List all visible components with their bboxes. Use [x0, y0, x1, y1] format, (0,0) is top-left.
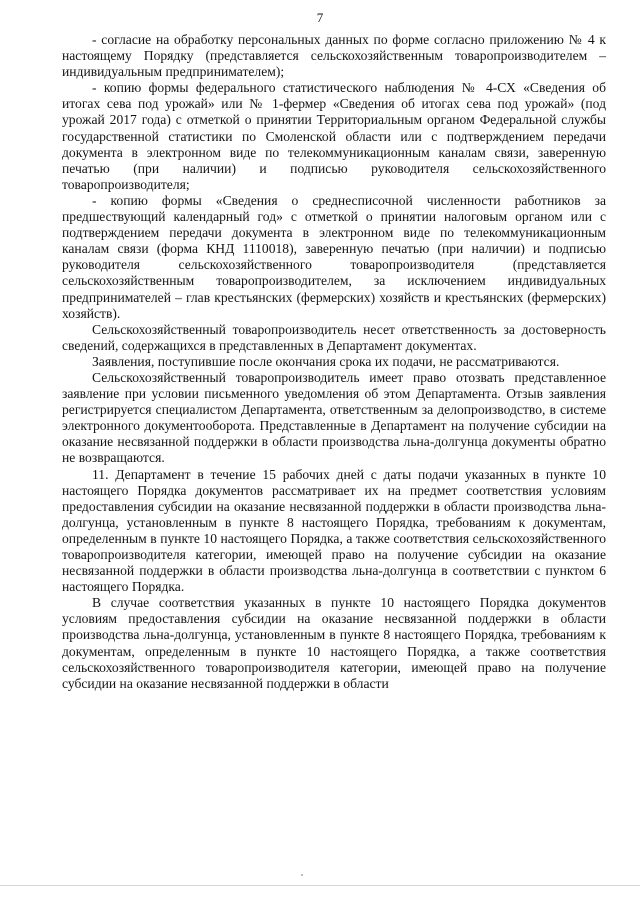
paragraph-employee-count-form: - копию формы «Сведения о среднесписочной численности работников за предшествующий календарный год» с отметкой о принятии налоговым органом или с подтверждением передачи документа в электронном виде по телекоммуникационным каналам связи (форма КНД 1110018), заверенную печатью (при наличии) и подписью руководителя сельскохозяйственного товаропроизводителя (представляется сельскохозяйственным товаропроизводителем, за исключением индивидуальных предпринимателей – глав крестьянских (фермерских) хозяйств и крестьянских (фермерских) хозяйств). — [62, 192, 606, 321]
paragraph-statistics-form: - копию формы федерального статистического наблюдения № 4-СХ «Сведения об итогах сева под урожай» или № 1-фермер «Сведения об итогах сева под урожай» (под урожай 2017 года) с отметкой о принятии Территориальным органом Федеральной службы государственной статистики по Смоленской области или с подтверждением передачи документа в электронном виде по телекоммуникационным каналам связи, заверенную печатью (при наличии) и подписью руководителя сельскохозяйственного товаропроизводителя; — [62, 80, 606, 192]
document-body — [62, 32, 606, 692]
paragraph-late-applications: Заявления, поступившие после окончания срока их подачи, не рассматриваются. — [92, 353, 560, 369]
paragraph-responsibility: Сельскохозяйственный товаропроизводитель несет ответственность за достоверность сведений, содержащихся в представленных в Департамент документах. — [62, 321, 606, 353]
paragraph-compliance: В случае соответствия указанных в пункте 10 настоящего Порядка документов условиям предоставления субсидии на оказание несвязанной поддержки в области производства льна-долгунца, установленным в пункте 8 настоящего Порядка, требованиям к документам, определенным в пункте 10 настоящего Порядка, а также соответствия сельскохозяйственного товаропроизводителя категории, имеющей право на получение субсидии на оказание несвязанной поддержки в области — [62, 595, 606, 691]
paragraph-consent: - согласие на обработку персональных данных по форме согласно приложению № 4 к настоящему Порядку (представляется сельскохозяйственным товаропроизводителем – индивидуальным предпринимателем); — [62, 32, 606, 80]
page-number: 7 — [316, 10, 324, 25]
page-bottom-edge — [0, 885, 640, 886]
paragraph-withdrawal: Сельскохозяйственный товаропроизводитель имеет право отозвать представленное заявление при условии письменного уведомления об этом Департамента. Отзыв заявления регистрируется специалистом Департамента, ответственным за делопроизводство, в системе электронного документооборота. Представленные в Департамент на получение субсидии на оказание несвязанной поддержки в области производства льна-долгунца документы обратно не возвращаются. — [62, 369, 606, 466]
paragraph-item-11: 11. Департамент в течение 15 рабочих дней с даты подачи указанных в пункте 10 настоящего Порядка документов рассматривает их на предмет соответствия условиям предоставления субсидии на оказание несвязанной поддержки в области производства льна-долгунца, установленным в пункте 8 настоящего Порядка, требованиям к документам, определенным в пункте 10 настоящего Порядка, а также соответствия сельскохозяйственного товаропроизводителя категории, имеющей право на получение субсидии на оказание несвязанной поддержки в области производства льна-долгунца в соответствии с пунктом 6 настоящего Порядка. — [62, 466, 606, 595]
scan-artifact — [301, 874, 303, 876]
